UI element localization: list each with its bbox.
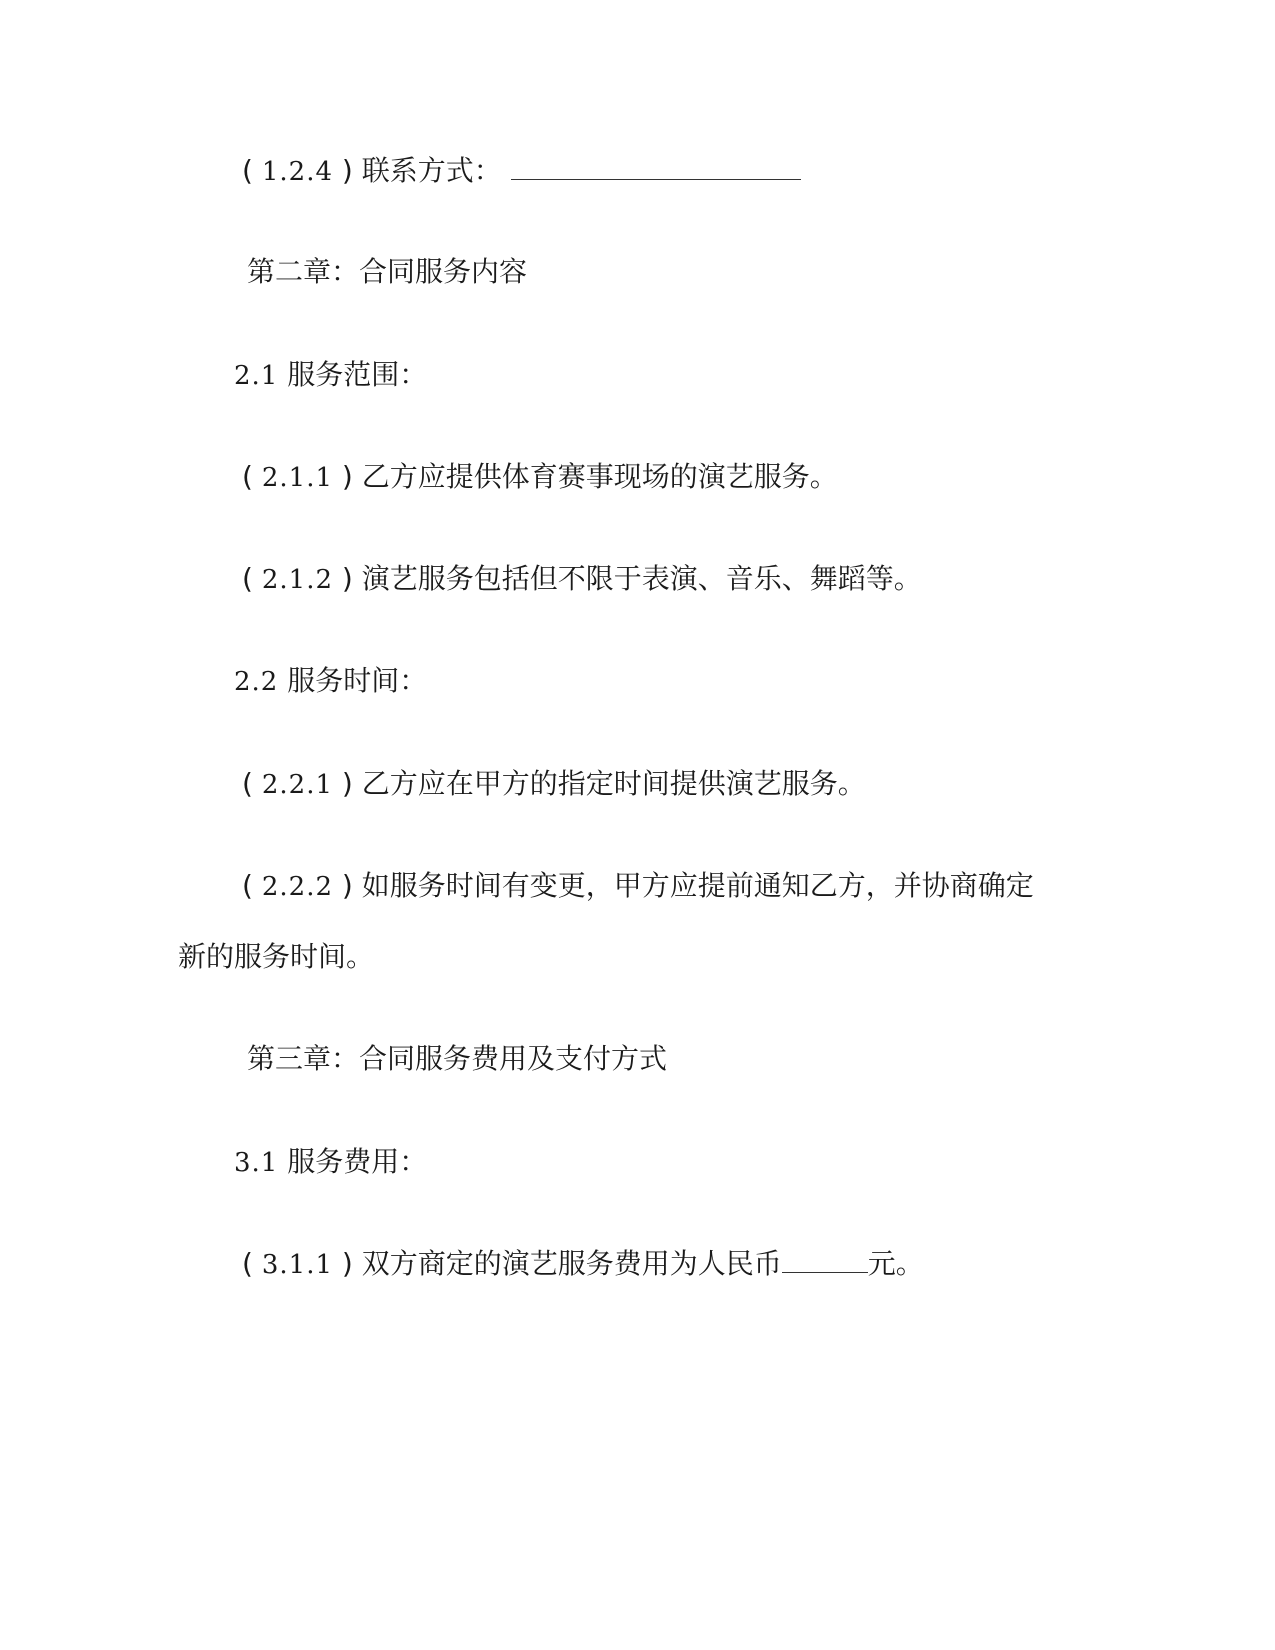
clause-number: 2.2.1 — [261, 770, 333, 800]
paren-close: ) — [341, 460, 353, 493]
section-title: 服务费用： — [287, 1145, 428, 1178]
section-number: 2.1 — [234, 361, 279, 391]
clause-suffix: 元。 — [867, 1247, 924, 1280]
clause-text: 如服务时间有变更，甲方应提前通知乙方，并协商确定 — [361, 869, 1034, 902]
paren-open: ( — [242, 869, 253, 902]
clause-number: 2.1.2 — [261, 565, 333, 595]
section-2-1 — [234, 357, 427, 394]
paren-close: ) — [341, 767, 353, 800]
clause-1-2-4 — [242, 153, 801, 190]
chapter-2-heading — [247, 254, 527, 290]
clause-number: 2.2.2 — [261, 872, 333, 902]
clause-number: 2.1.1 — [261, 463, 333, 493]
fee-amount-blank-field[interactable] — [782, 1248, 868, 1273]
contact-blank-field[interactable] — [511, 155, 801, 180]
chapter-3-heading — [247, 1041, 667, 1077]
clause-2-2-1 — [242, 766, 866, 803]
section-3-1 — [234, 1144, 427, 1181]
clause-2-1-1 — [242, 459, 838, 496]
section-number: 2.2 — [234, 667, 279, 697]
section-title: 服务时间： — [287, 664, 428, 697]
clause-text: 联系方式： — [361, 154, 502, 187]
section-title: 服务范围： — [287, 358, 428, 391]
clause-text: 乙方应在甲方的指定时间提供演艺服务。 — [361, 767, 866, 800]
clause-2-2-2-continuation — [178, 939, 374, 975]
clause-text: 双方商定的演艺服务费用为人民币 — [361, 1247, 782, 1280]
clause-text: 乙方应提供体育赛事现场的演艺服务。 — [361, 460, 838, 493]
section-2-2 — [234, 663, 427, 700]
paren-open: ( — [242, 154, 253, 187]
clause-text-continued: 新的服务时间。 — [178, 940, 375, 973]
paren-open: ( — [242, 460, 253, 493]
clause-2-1-2 — [242, 561, 922, 598]
paren-close: ) — [341, 562, 353, 595]
clause-number: 1.2.4 — [261, 157, 333, 187]
paren-open: ( — [242, 1247, 253, 1280]
chapter-title: 第二章：合同服务内容 — [247, 255, 528, 288]
paren-close: ) — [341, 154, 353, 187]
clause-2-2-2 — [242, 868, 1034, 905]
clause-number: 3.1.1 — [261, 1250, 333, 1280]
paren-close: ) — [341, 869, 353, 902]
clause-text: 演艺服务包括但不限于表演、音乐、舞蹈等。 — [361, 562, 922, 595]
section-number: 3.1 — [234, 1148, 279, 1178]
chapter-title: 第三章：合同服务费用及支付方式 — [247, 1042, 668, 1075]
clause-3-1-1 — [242, 1246, 924, 1283]
paren-open: ( — [242, 767, 253, 800]
paren-close: ) — [341, 1247, 353, 1280]
paren-open: ( — [242, 562, 253, 595]
